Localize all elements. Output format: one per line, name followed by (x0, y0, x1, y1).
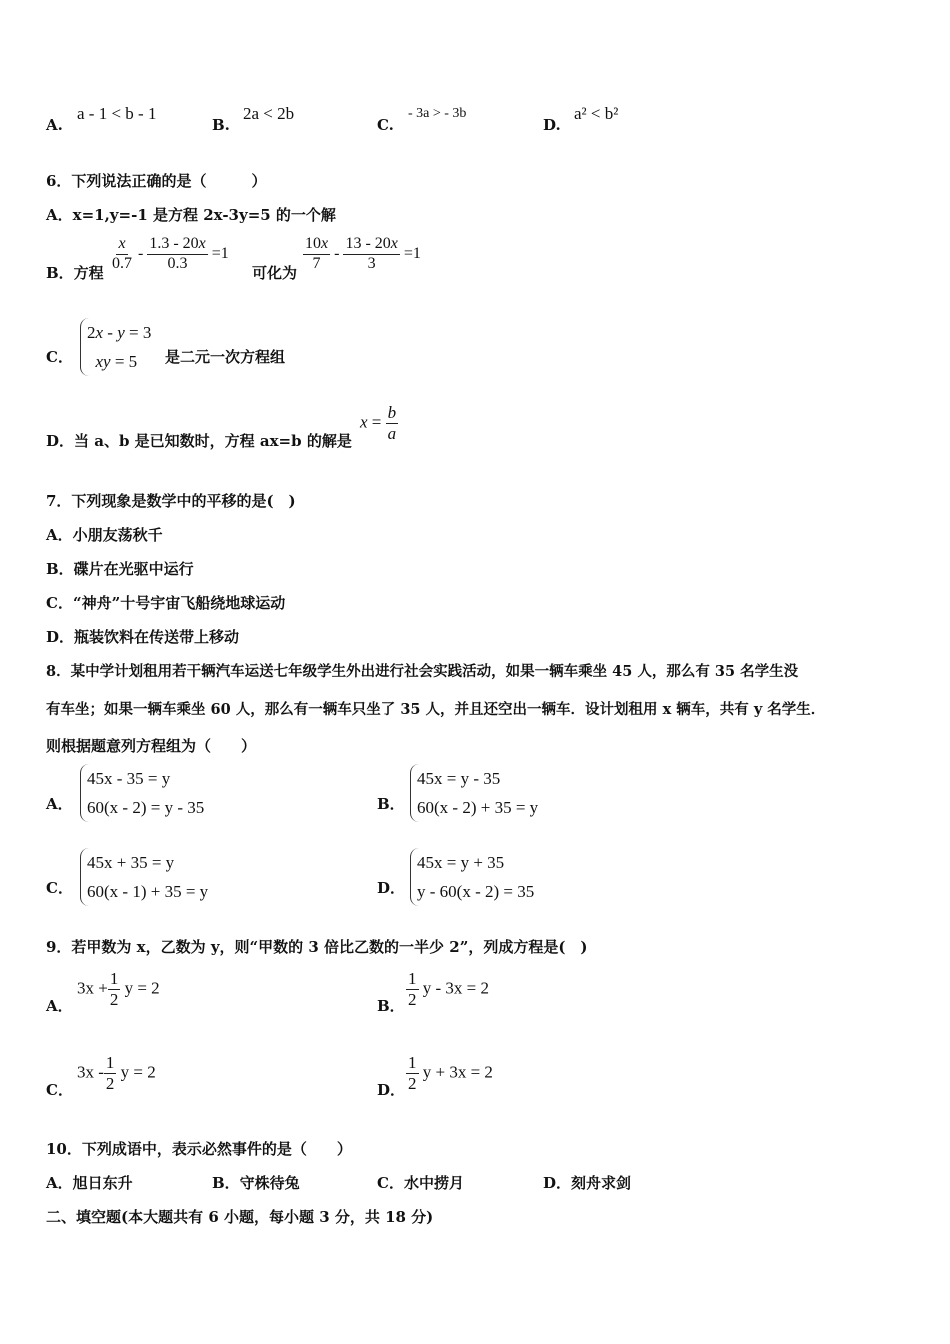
q8-option-d-system (410, 848, 534, 906)
q8-c-eq2: 60(x - 1) + 35 = y (87, 882, 209, 901)
q6-option-b-equation1: $\frac{x}{0.7}$ - $\frac{1.3 - 20x}{0.3}$ =1 (112, 235, 229, 272)
q6-option-d-text: D．当 a、b 是已知数时，方程 ax=b 的解是 (46, 432, 352, 450)
q8-option-a-system (80, 764, 204, 822)
q8-option-b-system (410, 764, 538, 822)
q5-option-b-math: 2a < 2b (243, 104, 295, 123)
q5-option-a-label: A. (46, 116, 63, 134)
q6-option-b-label: B．方程 (46, 264, 104, 282)
q9-option-b-math: $\frac{1}{2}$ y - 3x = 2 (408, 969, 489, 1009)
q6-option-b-mid: 可化为 (252, 264, 298, 282)
q8-option-d-label: D． (377, 879, 406, 897)
q8-b-eq1: 45x = y - 35 (417, 769, 501, 788)
q9-option-c-label: C． (46, 1081, 73, 1099)
q7-option-d: D．瓶装饮料在传送带上移动 (46, 628, 240, 646)
q8-option-c-system (80, 848, 208, 906)
q8-option-a-label: A． (46, 795, 73, 813)
q7-option-a: A．小朋友荡秋千 (46, 526, 163, 544)
q8-d-eq1: 45x = y + 35 (417, 853, 505, 872)
q10-option-d: D．刻舟求剑 (543, 1174, 632, 1192)
q7-option-c: C．“神舟”十号宇宙飞船绕地球运动 (46, 594, 286, 612)
q10-option-a: A．旭日东升 (46, 1174, 133, 1192)
q9-option-a-label: A． (46, 997, 73, 1015)
q8-stem-line2: 有车坐；如果一辆车乘坐 60 人，那么有一辆车只坐了 35 人，并且还空出一辆车．设计划租用 x 辆车，共有 y 名学生． (46, 701, 826, 718)
q10-stem: 10．下列成语中，表示必然事件的是（ ） (46, 1140, 352, 1158)
q6-option-a: A．x=1,y=-1 是方程 2x-3y=5 的一个解 (46, 206, 336, 224)
q10-option-b: B．守株待兔 (212, 1174, 300, 1192)
q9-stem: 9．若甲数为 x，乙数为 y，则“甲数的 3 倍比乙数的一半少 2”，列成方程是( ) (46, 938, 588, 956)
q6-option-c-tail: 是二元一次方程组 (165, 348, 286, 366)
q9-option-b-label: B． (377, 997, 405, 1015)
q5-option-d-math: a² < b² (574, 104, 619, 123)
q6-option-d-solution: x = $\frac{b}{a}$ (360, 403, 397, 443)
q7-stem: 7．下列现象是数学中的平移的是( ) (46, 492, 296, 510)
q5-option-c-label: C. (377, 116, 394, 134)
q8-option-c-label: C． (46, 879, 73, 897)
q9-option-c-math: 3x - $\frac{1}{2}$ y = 2 (77, 1053, 156, 1093)
q8-stem-line1: 8．某中学计划租用若干辆汽车运送七年级学生外出进行社会实践活动，如果一辆车乘坐 45 人，那么有 35 名学生没 (46, 663, 799, 680)
q9-option-d-label: D． (377, 1081, 406, 1099)
q9-option-a-math: 3x + $\frac{1}{2}$ y = 2 (77, 969, 160, 1009)
q8-option-b-label: B． (377, 795, 405, 813)
q8-stem-line3: 则根据题意列方程组为（ ） (46, 737, 257, 755)
q6-stem: 6．下列说法正确的是（ ） (46, 172, 267, 190)
q5-option-b-label: B. (212, 116, 230, 134)
q6-option-b-equation2: $\frac{10x}{7}$ - $\frac{13 - 20x}{3}$ =1 (305, 235, 421, 272)
q5-option-a-math: a - 1 < b - 1 (77, 104, 157, 123)
q6-option-c-system: 2x - y = 3 xy = 5 (80, 318, 151, 376)
q5-option-c-math: - 3a > - 3b (408, 106, 467, 121)
q6-option-c-label: C． (46, 348, 73, 366)
section-2-heading: 二、填空题(本大题共有 6 小题，每小题 3 分，共 18 分) (46, 1208, 434, 1226)
q8-d-eq2: y - 60(x - 2) = 35 (417, 882, 535, 901)
q10-option-c: C．水中捞月 (377, 1174, 464, 1192)
q8-b-eq2: 60(x - 2) + 35 = y (417, 798, 539, 817)
q8-c-eq1: 45x + 35 = y (87, 853, 175, 872)
q8-a-eq2: 60(x - 2) = y - 35 (87, 798, 205, 817)
q9-option-d-math: $\frac{1}{2}$ y + 3x = 2 (408, 1053, 493, 1093)
q8-a-eq1: 45x - 35 = y (87, 769, 171, 788)
q5-option-d-label: D. (543, 116, 561, 134)
q7-option-b: B．碟片在光驱中运行 (46, 560, 194, 578)
